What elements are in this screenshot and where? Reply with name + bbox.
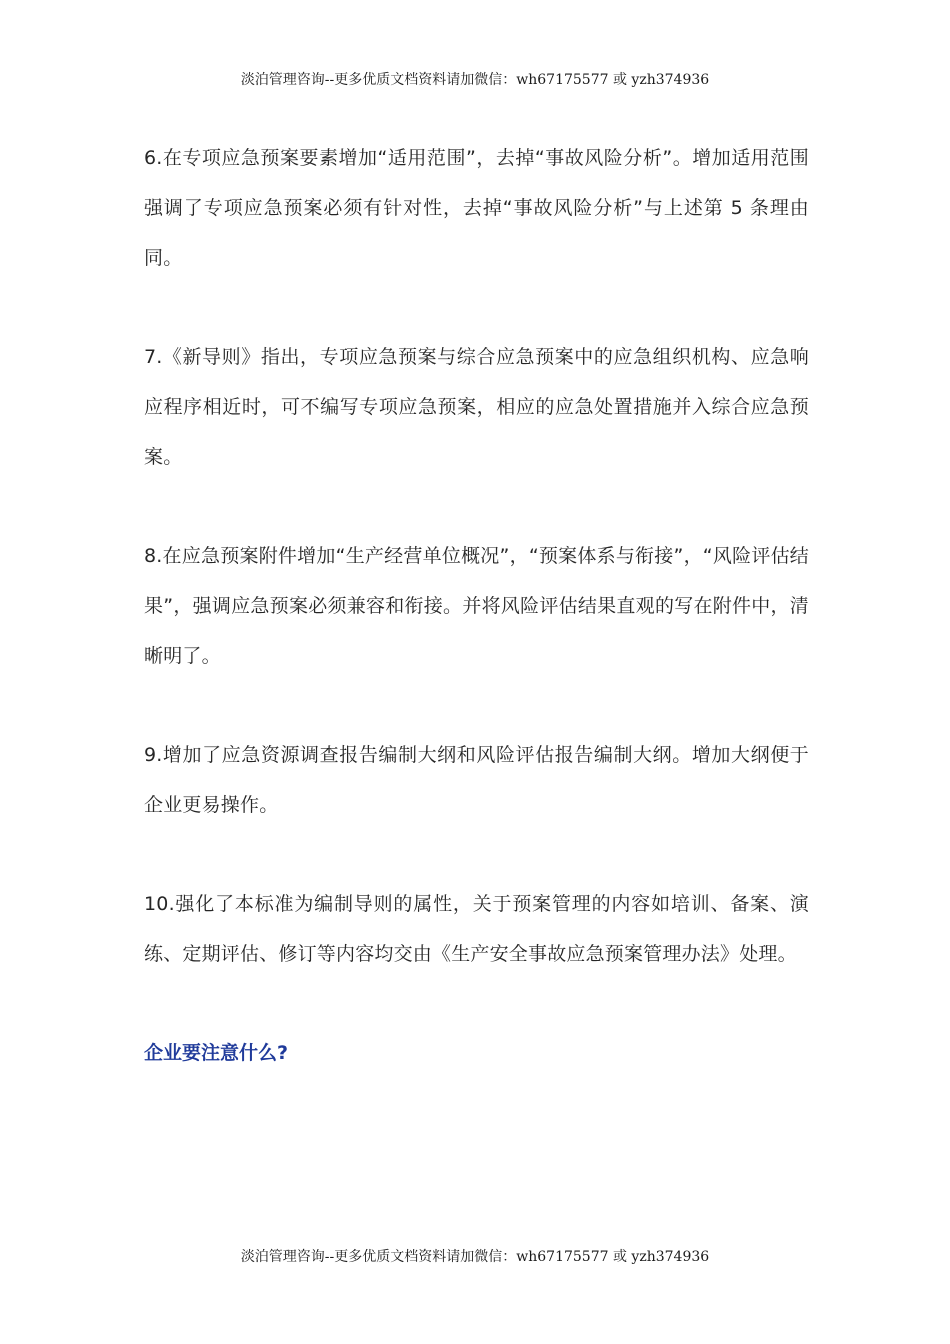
paragraph-item-8: 8.在应急预案附件增加“生产经营单位概况”，“预案体系与衔接”，“风险评估结果”，强调应急预案必须兼容和衔接。并将风险评估结果直观的写在附件中，清晰明了。 — [144, 545, 809, 667]
document-body — [144, 133, 809, 1078]
section-heading: 企业要注意什么? — [144, 1042, 289, 1064]
paragraph-item-7: 7.《新导则》指出，专项应急预案与综合应急预案中的应急组织机构、应急响应程序相近时，可不编写专项应急预案，相应的应急处置措施并入综合应急预案。 — [144, 346, 809, 468]
paragraph-item-10: 10.强化了本标准为编制导则的属性，关于预案管理的内容如培训、备案、演练、定期评估、修订等内容均交由《生产安全事故应急预案管理办法》处理。 — [144, 893, 809, 965]
paragraph-item-6: 6.在专项应急预案要素增加“适用范围”，去掉“事故风险分析”。增加适用范围强调了专项应急预案必须有针对性，去掉“事故风险分析”与上述第 5 条理由同。 — [144, 147, 809, 269]
page-header: 淡泊管理咨询--更多优质文档资料请加微信：wh67175577 或 yzh374936 — [240, 72, 710, 88]
paragraph-item-9: 9.增加了应急资源调查报告编制大纲和风险评估报告编制大纲。增加大纲便于企业更易操作。 — [144, 744, 809, 816]
page-footer: 淡泊管理咨询--更多优质文档资料请加微信：wh67175577 或 yzh374936 — [240, 1249, 710, 1265]
